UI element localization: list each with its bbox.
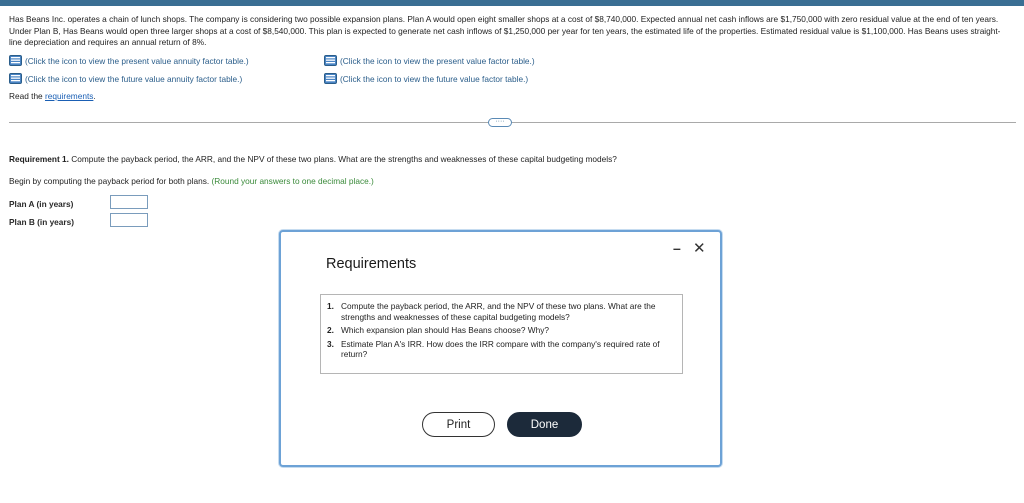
- pv-annuity-table-link[interactable]: [9, 55, 249, 66]
- read-suffix: .: [93, 91, 96, 101]
- book-icon[interactable]: [324, 55, 337, 66]
- section-divider: [9, 122, 1016, 123]
- item-text: Which expansion plan should Has Beans choose? Why?: [341, 325, 550, 335]
- rounding-hint: (Round your answers to one decimal place.): [211, 176, 374, 186]
- list-item: [327, 301, 676, 322]
- requirement-1-text: Compute the payback period, the ARR, and the NPV of these two plans. What are the strengths and weaknesses of these capital budgeting models?: [68, 154, 617, 164]
- minimize-icon[interactable]: –: [673, 240, 681, 256]
- fv-annuity-table-link[interactable]: [9, 73, 242, 84]
- book-icon[interactable]: [9, 55, 22, 66]
- pv-factor-link-text[interactable]: (Click the icon to view the present value factor table.): [340, 55, 535, 66]
- item-text: Estimate Plan A's IRR. How does the IRR compare with the company's required rate of return?: [341, 338, 660, 359]
- problem-statement: Has Beans Inc. operates a chain of lunch shops. The company is considering two possible expansion plans. Plan A would open eight smaller shops at a cost of $8,740,000. Expected annual net cash inflows are $1,750,000 with zero residual value at the end of ten years. Under Plan B, Has Beans would open three larger shops at a cost of $8,540,000. This plan is expected to generate net cash inflows of $1,250,000 per year for ten years, the estimated life of the properties. Estimated residual value is $1,100,000. Has Beans uses straight-line depreciation and requires an annual return of 8%.: [9, 14, 1001, 48]
- requirements-list: [320, 294, 683, 374]
- dialog-title: Requirements: [326, 256, 417, 272]
- requirement-1-heading: [9, 154, 617, 164]
- list-item: [327, 339, 676, 360]
- requirements-dialog: [279, 230, 722, 467]
- expand-button[interactable]: ····: [488, 118, 512, 127]
- print-button[interactable]: Print: [422, 412, 495, 437]
- item-text: Compute the payback period, the ARR, and the NPV of these two plans. What are the strengths and weaknesses of these capital budgeting models?: [341, 301, 656, 322]
- close-icon[interactable]: ✕: [693, 240, 706, 257]
- book-icon[interactable]: [9, 73, 22, 84]
- item-number: 3.: [327, 338, 334, 349]
- fv-annuity-link-text[interactable]: (Click the icon to view the future value annuity factor table.): [25, 73, 243, 84]
- read-requirements: [9, 91, 96, 101]
- instructions-text: Begin by computing the payback period for both plans.: [9, 176, 212, 186]
- item-number: 1.: [327, 301, 334, 311]
- plan-a-payback-input[interactable]: [110, 195, 148, 209]
- top-banner: [0, 0, 1024, 6]
- plan-a-label: Plan A (in years): [9, 199, 74, 209]
- requirements-link[interactable]: requirements: [44, 91, 94, 101]
- done-button[interactable]: Done: [507, 412, 582, 437]
- requirement-1-label: Requirement 1.: [9, 154, 69, 164]
- instructions: [9, 176, 374, 186]
- list-item: [327, 325, 676, 336]
- plan-b-label: Plan B (in years): [9, 217, 75, 227]
- pv-annuity-link-text[interactable]: (Click the icon to view the present value annuity factor table.): [25, 55, 249, 66]
- fv-factor-table-link[interactable]: [324, 73, 528, 84]
- factor-table-links: [9, 55, 709, 87]
- fv-factor-link-text[interactable]: (Click the icon to view the future value factor table.): [340, 73, 529, 84]
- read-prefix: Read the: [9, 91, 45, 101]
- plan-b-payback-input[interactable]: [110, 213, 148, 227]
- book-icon[interactable]: [324, 73, 337, 84]
- item-number: 2.: [327, 325, 334, 335]
- pv-factor-table-link[interactable]: [324, 55, 535, 66]
